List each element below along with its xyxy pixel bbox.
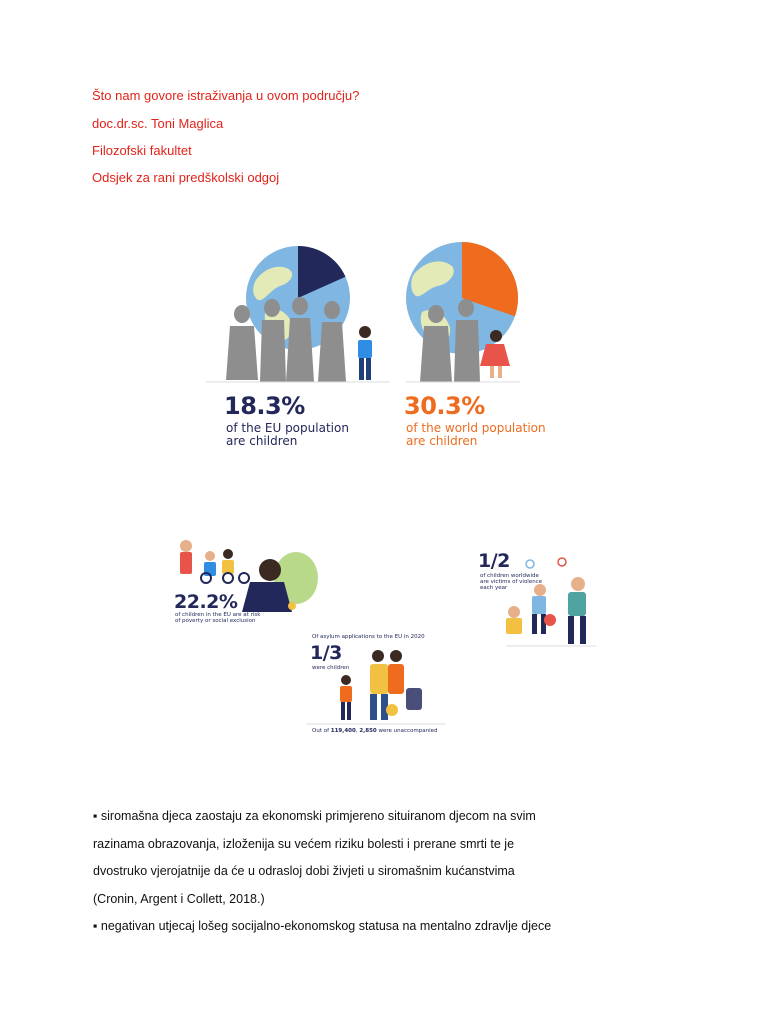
world-caption-line1: of the world population xyxy=(406,421,546,435)
body-bullet-1-line2: razinama obrazovanja, izloženija su većem riziku bolesti i prerane smrti te je xyxy=(93,837,515,851)
asylum-fraction: 1/3 xyxy=(310,642,342,664)
poverty-caption-line1: of children in the EU are at risk xyxy=(175,612,261,618)
asylum-footnote-suffix: were unaccompanied xyxy=(376,728,438,734)
body-bullet-2: ▪ negativan utjecaj lošeg socijalno-ekonomskog statusa na mentalno zdravlje djece xyxy=(93,919,552,933)
author-name: doc.dr.sc. Toni Maglica xyxy=(92,116,224,131)
poverty-risk-percentage: 22.2% xyxy=(174,591,238,613)
document-title: Što nam govore istraživanja u ovom području? xyxy=(92,88,360,103)
asylum-caption: were children xyxy=(312,665,350,671)
asylum-footnote-count: 2,850 xyxy=(359,728,377,734)
child-risk-infographic xyxy=(166,520,606,745)
asylum-footnote xyxy=(312,728,438,734)
asylum-footnote-prefix: Out of xyxy=(312,728,331,734)
violence-fraction: 1/2 xyxy=(478,550,510,572)
asylum-footnote-separator: , xyxy=(355,728,360,734)
eu-children-percentage: 18.3% xyxy=(224,392,305,420)
asylum-intro: Of asylum applications to the EU in 2020 xyxy=(312,634,425,640)
violence-caption-line3: each year xyxy=(480,585,508,591)
faculty-name: Filozofski fakultet xyxy=(92,143,192,158)
asylum-footnote-total: 119,400 xyxy=(330,728,356,734)
eu-caption-line1: of the EU population xyxy=(226,421,349,435)
population-infographic xyxy=(200,240,570,455)
body-citation: (Cronin, Argent i Collett, 2018.) xyxy=(93,892,265,906)
poverty-caption-line2: of poverty or social exclusion xyxy=(175,618,256,624)
violence-caption-line1: of children worldwide xyxy=(480,573,539,579)
violence-illustration xyxy=(506,558,596,646)
world-caption-line2: are children xyxy=(406,434,478,448)
world-children-percentage: 30.3% xyxy=(404,392,485,420)
body-bullet-1-line3: dvostruko vjerojatnije da će u odrasloj dobi živjeti u siromašnim kućanstvima xyxy=(93,864,515,878)
eu-caption-line2: are children xyxy=(226,434,298,448)
child-risk-illustration xyxy=(166,520,606,745)
body-bullet-1-line1: ▪ siromašna djeca zaostaju za ekonomski primjereno situiranom djecom na svim xyxy=(93,809,536,823)
department-name: Odsjek za rani predškolski odgoj xyxy=(92,170,280,185)
child-figure-eu xyxy=(358,326,372,380)
violence-caption-line2: are victims of violence xyxy=(480,579,543,585)
